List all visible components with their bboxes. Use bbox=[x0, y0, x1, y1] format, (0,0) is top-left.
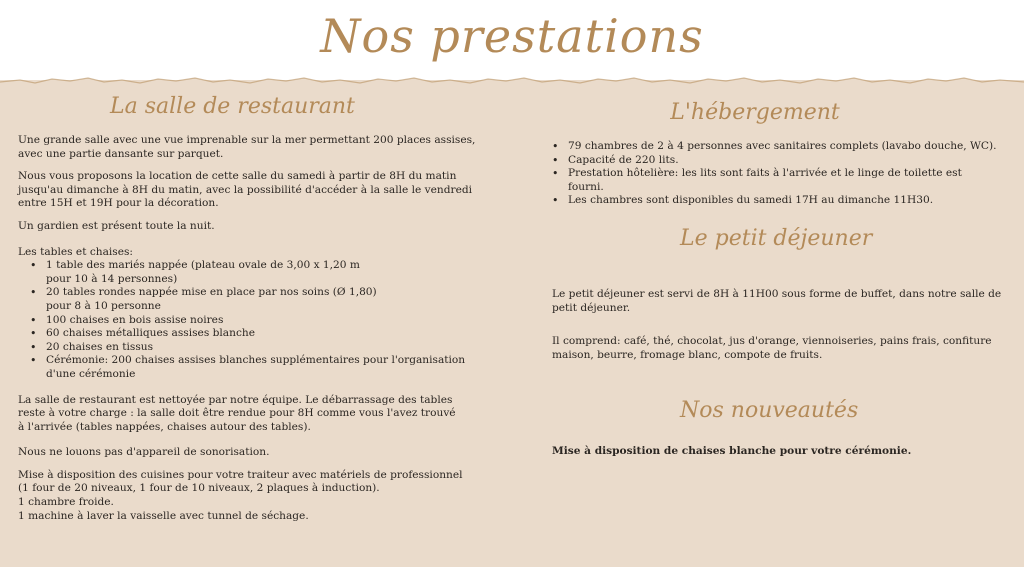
list-item: • 20 tables rondes nappée mise en place par nos soins (Ø 1,80) pour 8 à 10 personne bbox=[18, 286, 518, 313]
breakfast-section bbox=[552, 288, 1002, 362]
section-heading-breakfast: Le petit déjeuner bbox=[680, 226, 873, 251]
location-line-1: Nous vous proposons la location de cette salle du samedi à partir de 8H du matin bbox=[18, 170, 457, 183]
page-title: Nos prestations bbox=[320, 9, 704, 63]
kitchen-line-2: (1 four de 20 niveaux, 1 four de 10 niveaux, 2 plaques à induction). bbox=[18, 482, 380, 495]
news-section bbox=[552, 445, 1002, 459]
breakfast-line-1: Le petit déjeuner est servi de 8H à 11H00 sous forme de buffet, dans notre salle de bbox=[552, 288, 1002, 300]
cleaning-line-2: reste à votre charge : la salle doit être rendue pour 8H comme vous l'avez trouvé bbox=[18, 407, 456, 420]
section-heading-news: Nos nouveautés bbox=[680, 398, 859, 423]
kitchen-line-4: 1 machine à laver la vaisselle avec tunnel de séchage. bbox=[18, 509, 309, 522]
sound-text: Nous ne louons pas d'appareil de sonorisation. bbox=[18, 446, 270, 459]
lodging-list bbox=[540, 140, 1000, 208]
location-line-3: entre 15H et 19H pour la décoration. bbox=[18, 197, 219, 210]
kitchen-line-3: 1 chambre froide. bbox=[18, 496, 114, 509]
list-item: • 1 table des mariés nappée (plateau ovale de 3,00 x 1,20 m pour 10 à 14 personnes) bbox=[18, 259, 518, 286]
cleaning-line-1: La salle de restaurant est nettoyée par notre équipe. Le débarrassage des tables bbox=[18, 393, 453, 406]
list-item: • 60 chaises métalliques assises blanche bbox=[18, 327, 518, 341]
torn-paper-edge bbox=[0, 72, 1024, 88]
section-heading-lodging: L'hébergement bbox=[670, 100, 840, 125]
breakfast-items-line-1: Il comprend: café, thé, chocolat, jus d'orange, viennoiseries, pains frais, confiture bbox=[552, 335, 992, 348]
lodging-section bbox=[540, 140, 1000, 208]
list-item: • Cérémonie: 200 chaises assises blanches supplémentaires pour l'organisation d'une cérémonie bbox=[18, 354, 518, 381]
cleaning-line-3: à l'arrivée (tables nappées, chaises autour des tables). bbox=[18, 420, 311, 433]
breakfast-items-line-2: maison, beurre, fromage blanc, compote de fruits. bbox=[552, 348, 823, 361]
list-item: • 20 chaises en tissus bbox=[18, 341, 518, 355]
guard-text: Un gardien est présent toute la nuit. bbox=[18, 219, 215, 232]
location-line-2: jusqu'au dimanche à 8H du matin, avec la possibilité d'accéder à la salle le vendredi bbox=[18, 183, 473, 196]
breakfast-line-2: petit déjeuner. bbox=[552, 301, 631, 314]
kitchen-line-1: Mise à disposition des cuisines pour votre traiteur avec matériels de professionnel bbox=[18, 468, 463, 481]
restaurant-intro-line-1: Une grande salle avec une vue imprenable sur la mer permettant 200 places assises, bbox=[18, 134, 476, 146]
section-heading-restaurant: La salle de restaurant bbox=[110, 94, 355, 119]
list-item: • 79 chambres de 2 à 4 personnes avec sanitaires complets (lavabo douche, WC). bbox=[540, 140, 1000, 154]
list-item: • 100 chaises en bois assise noires bbox=[18, 314, 518, 328]
list-item: • Prestation hôtelière: les lits sont faits à l'arrivée et le linge de toilette est fourni. bbox=[540, 167, 1000, 194]
tables-list bbox=[18, 259, 518, 381]
restaurant-section bbox=[18, 134, 518, 523]
list-item: • Capacité de 220 lits. bbox=[540, 154, 1000, 168]
restaurant-intro-line-2: avec une partie dansante sur parquet. bbox=[18, 147, 224, 160]
list-item: • Les chambres sont disponibles du samedi 17H au dimanche 11H30. bbox=[540, 194, 1000, 208]
tables-title: Les tables et chaises: bbox=[18, 245, 133, 258]
news-text: Mise à disposition de chaises blanche pour votre cérémonie. bbox=[552, 445, 912, 457]
